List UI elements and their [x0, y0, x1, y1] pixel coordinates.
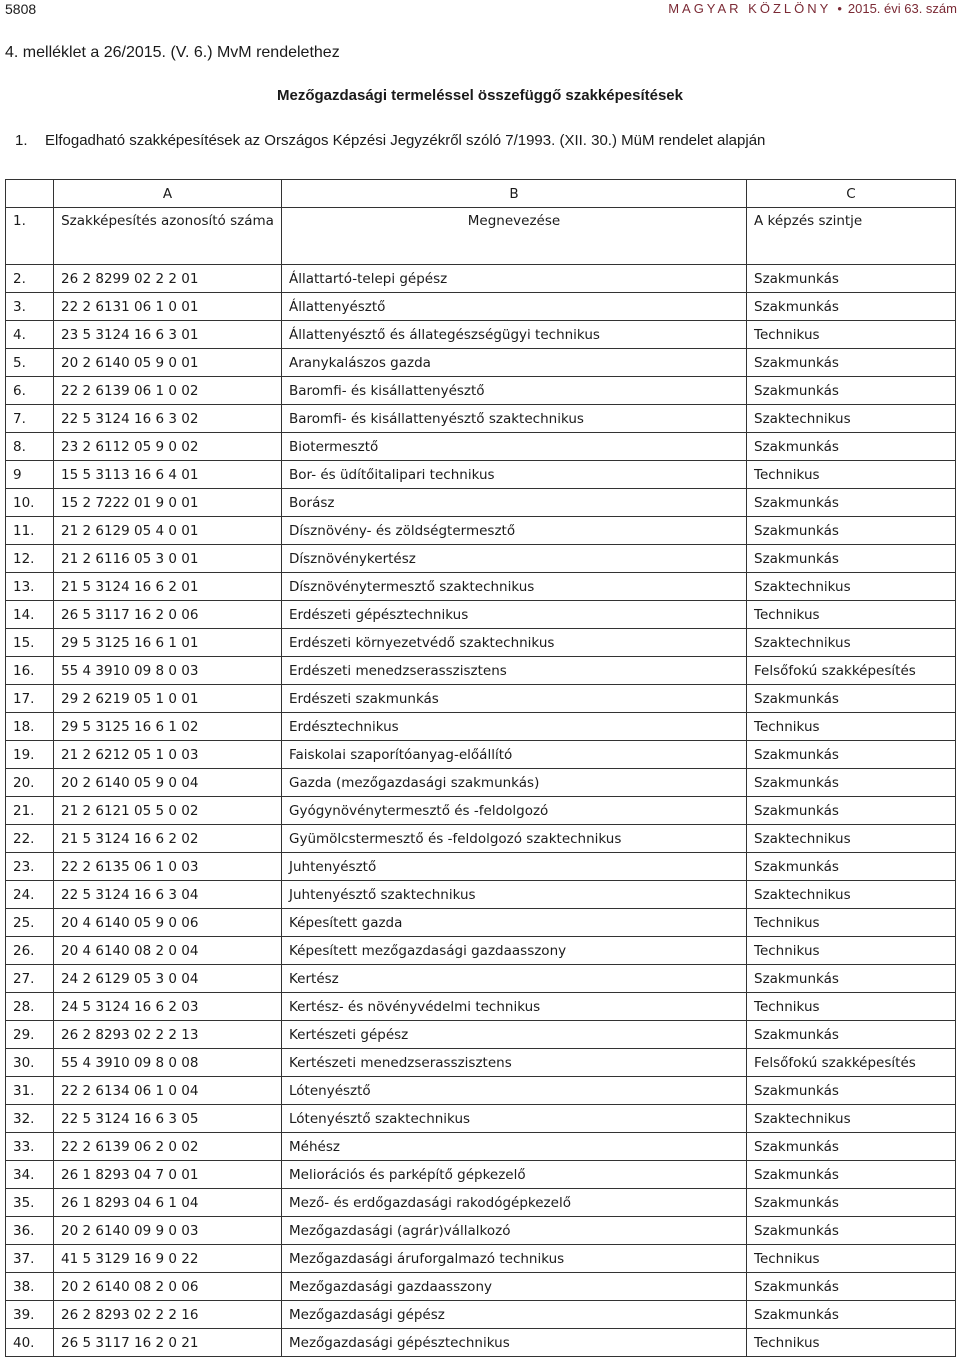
- document-title: Mezőgazdasági termeléssel összefüggő szakképesítések: [276, 87, 683, 104]
- table-row: [6, 629, 956, 657]
- table-row: [6, 909, 956, 937]
- qualification-code: 23 2 6112 05 9 0 02: [54, 433, 282, 461]
- qualification-name: Kertészeti menedzserasszisztens: [282, 1049, 747, 1077]
- qualification-name: Biotermesztő: [282, 433, 747, 461]
- training-level: Szakmunkás: [747, 965, 956, 993]
- table-row: [6, 1189, 956, 1217]
- qualification-code: 41 5 3129 16 9 0 22: [54, 1245, 282, 1273]
- table-row: [6, 293, 956, 321]
- table-row: [6, 1133, 956, 1161]
- qualification-name: Állattenyésztő és állategészségügyi technikus: [282, 321, 747, 349]
- qualification-code: 55 4 3910 09 8 0 08: [54, 1049, 282, 1077]
- row-number: 13.: [6, 573, 54, 601]
- page-number: 5808: [5, 1, 37, 17]
- qualification-code: 21 2 6121 05 5 0 02: [54, 797, 282, 825]
- qualification-name: Képesített gazda: [282, 909, 747, 937]
- qualification-code: 21 5 3124 16 6 2 02: [54, 825, 282, 853]
- qualification-name: Állattartó-telepi gépész: [282, 265, 747, 293]
- header-code: Szakképesítés azonosító száma: [54, 208, 282, 265]
- qualification-code: 21 2 6212 05 1 0 03: [54, 741, 282, 769]
- qualification-name: Mezőgazdasági gazdaasszony: [282, 1273, 747, 1301]
- table-row: [6, 937, 956, 965]
- qualification-code: 22 5 3124 16 6 3 05: [54, 1105, 282, 1133]
- qualification-name: Kertész: [282, 965, 747, 993]
- qualification-code: 29 2 6219 05 1 0 01: [54, 685, 282, 713]
- qualification-code: 26 1 8293 04 6 1 04: [54, 1189, 282, 1217]
- row-number: 34.: [6, 1161, 54, 1189]
- qualification-name: Erdésztechnikus: [282, 713, 747, 741]
- qualification-name: Lótenyésztő: [282, 1077, 747, 1105]
- qualification-name: Kertész- és növényvédelmi technikus: [282, 993, 747, 1021]
- training-level: Szakmunkás: [747, 489, 956, 517]
- qualification-name: Aranykalászos gazda: [282, 349, 747, 377]
- row-number: 8.: [6, 433, 54, 461]
- table-row: [6, 573, 956, 601]
- qualification-code: 22 2 6139 06 1 0 02: [54, 377, 282, 405]
- qualification-code: 20 4 6140 05 9 0 06: [54, 909, 282, 937]
- table-row: [6, 965, 956, 993]
- row-number: 14.: [6, 601, 54, 629]
- header-name: Megnevezése: [282, 208, 747, 265]
- qualification-code: 22 5 3124 16 6 3 02: [54, 405, 282, 433]
- qualification-code: 22 2 6131 06 1 0 01: [54, 293, 282, 321]
- training-level: Szakmunkás: [747, 1161, 956, 1189]
- training-level: Szakmunkás: [747, 685, 956, 713]
- table-row: [6, 405, 956, 433]
- table-row: [6, 769, 956, 797]
- qualification-code: 20 2 6140 09 9 0 03: [54, 1217, 282, 1245]
- table-row: [6, 433, 956, 461]
- section-title: [15, 132, 765, 149]
- qualification-code: 20 4 6140 08 2 0 04: [54, 937, 282, 965]
- qualification-name: Juhtenyésztő: [282, 853, 747, 881]
- training-level: Szakmunkás: [747, 769, 956, 797]
- row-number: 24.: [6, 881, 54, 909]
- qualification-name: Mezőgazdasági (agrár)vállalkozó: [282, 1217, 747, 1245]
- qualification-name: Állattenyésztő: [282, 293, 747, 321]
- row-number: 5.: [6, 349, 54, 377]
- column-letter-b: B: [282, 180, 747, 208]
- row-number: 20.: [6, 769, 54, 797]
- qualification-name: Erdészeti környezetvédő szaktechnikus: [282, 629, 747, 657]
- qualification-code: 26 5 3117 16 2 0 21: [54, 1329, 282, 1357]
- training-level: Technikus: [747, 1245, 956, 1273]
- qualification-code: 21 2 6116 05 3 0 01: [54, 545, 282, 573]
- qualification-code: 29 5 3125 16 6 1 01: [54, 629, 282, 657]
- row-number: 12.: [6, 545, 54, 573]
- qualification-name: Gyümölcstermesztő és -feldolgozó szaktechnikus: [282, 825, 747, 853]
- row-number: 17.: [6, 685, 54, 713]
- training-level: Technikus: [747, 713, 956, 741]
- training-level: Szakmunkás: [747, 1301, 956, 1329]
- qualification-code: 26 5 3117 16 2 0 06: [54, 601, 282, 629]
- row-number: 15.: [6, 629, 54, 657]
- qualification-name: Baromfi- és kisállattenyésztő: [282, 377, 747, 405]
- section-number: 1.: [15, 132, 28, 149]
- training-level: Szakmunkás: [747, 853, 956, 881]
- column-letter-row: [6, 180, 956, 208]
- row-number: 9: [6, 461, 54, 489]
- table-row: [6, 377, 956, 405]
- training-level: Technikus: [747, 909, 956, 937]
- table-row: [6, 685, 956, 713]
- qualification-code: 20 2 6140 08 2 0 06: [54, 1273, 282, 1301]
- qualifications-table-body: [6, 180, 956, 1357]
- row-number: 36.: [6, 1217, 54, 1245]
- table-row: [6, 1105, 956, 1133]
- row-number: 29.: [6, 1021, 54, 1049]
- row-number: 10.: [6, 489, 54, 517]
- row-number: 26.: [6, 937, 54, 965]
- column-letter-c: C: [747, 180, 956, 208]
- journal-title: [668, 1, 957, 16]
- table-row: [6, 1021, 956, 1049]
- training-level: Technikus: [747, 1329, 956, 1357]
- qualification-name: Borász: [282, 489, 747, 517]
- qualification-code: 15 5 3113 16 6 4 01: [54, 461, 282, 489]
- qualification-name: Bor- és üdítőitalipari technikus: [282, 461, 747, 489]
- qualification-name: Mezőgazdasági áruforgalmazó technikus: [282, 1245, 747, 1273]
- training-level: Szakmunkás: [747, 1021, 956, 1049]
- qualification-name: Kertészeti gépész: [282, 1021, 747, 1049]
- qualification-name: Juhtenyésztő szaktechnikus: [282, 881, 747, 909]
- column-header-row: [6, 208, 956, 265]
- table-row: [6, 517, 956, 545]
- qualification-name: Mezőgazdasági gépésztechnikus: [282, 1329, 747, 1357]
- column-letter-blank: [6, 180, 54, 208]
- qualification-code: 15 2 7222 01 9 0 01: [54, 489, 282, 517]
- training-level: Szakmunkás: [747, 1273, 956, 1301]
- qualification-code: 55 4 3910 09 8 0 03: [54, 657, 282, 685]
- table-row: [6, 657, 956, 685]
- qualification-code: 26 1 8293 04 7 0 01: [54, 1161, 282, 1189]
- qualification-name: Faiskolai szaporítóanyag-előállító: [282, 741, 747, 769]
- row-number: 11.: [6, 517, 54, 545]
- table-row: [6, 321, 956, 349]
- qualification-code: 26 2 8293 02 2 2 16: [54, 1301, 282, 1329]
- qualification-name: Erdészeti gépésztechnikus: [282, 601, 747, 629]
- qualification-code: 23 5 3124 16 6 3 01: [54, 321, 282, 349]
- table-row: [6, 545, 956, 573]
- qualification-name: Meliorációs és parképítő gépkezelő: [282, 1161, 747, 1189]
- training-level: Szaktechnikus: [747, 825, 956, 853]
- qualification-name: Mező- és erdőgazdasági rakodógépkezelő: [282, 1189, 747, 1217]
- training-level: Technikus: [747, 321, 956, 349]
- training-level: Technikus: [747, 937, 956, 965]
- row-number: 22.: [6, 825, 54, 853]
- training-level: Felsőfokú szakképesítés: [747, 657, 956, 685]
- table-row: [6, 1049, 956, 1077]
- qualification-code: 21 5 3124 16 6 2 01: [54, 573, 282, 601]
- training-level: Szaktechnikus: [747, 881, 956, 909]
- row-number: 6.: [6, 377, 54, 405]
- qualification-name: Erdészeti menedzserasszisztens: [282, 657, 747, 685]
- qualification-code: 20 2 6140 05 9 0 04: [54, 769, 282, 797]
- qualifications-table: [5, 179, 956, 1357]
- training-level: Szakmunkás: [747, 1189, 956, 1217]
- qualification-name: Dísznövény- és zöldségtermesztő: [282, 517, 747, 545]
- table-row: [6, 797, 956, 825]
- training-level: Szakmunkás: [747, 1077, 956, 1105]
- training-level: Szakmunkás: [747, 1133, 956, 1161]
- annex-title: 4. melléklet a 26/2015. (V. 6.) MvM rendelethez: [5, 44, 340, 61]
- row-number: 30.: [6, 1049, 54, 1077]
- training-level: Szakmunkás: [747, 545, 956, 573]
- qualification-name: Gyógynövénytermesztő és -feldolgozó: [282, 797, 747, 825]
- table-row: [6, 265, 956, 293]
- table-row: [6, 489, 956, 517]
- row-number: 19.: [6, 741, 54, 769]
- row-number: 27.: [6, 965, 54, 993]
- training-level: Szakmunkás: [747, 293, 956, 321]
- training-level: Szakmunkás: [747, 377, 956, 405]
- qualification-name: Erdészeti szakmunkás: [282, 685, 747, 713]
- row-number: 39.: [6, 1301, 54, 1329]
- table-row: [6, 713, 956, 741]
- row-number: 28.: [6, 993, 54, 1021]
- table-row: [6, 461, 956, 489]
- training-level: Szakmunkás: [747, 741, 956, 769]
- qualification-code: 22 2 6139 06 2 0 02: [54, 1133, 282, 1161]
- table-row: [6, 1161, 956, 1189]
- qualification-name: Képesített mezőgazdasági gazdaasszony: [282, 937, 747, 965]
- training-level: Szakmunkás: [747, 1217, 956, 1245]
- table-row: [6, 741, 956, 769]
- training-level: Szakmunkás: [747, 797, 956, 825]
- row-number: 3.: [6, 293, 54, 321]
- training-level: Szaktechnikus: [747, 405, 956, 433]
- qualification-code: 22 2 6135 06 1 0 03: [54, 853, 282, 881]
- row-number: 33.: [6, 1133, 54, 1161]
- table-row: [6, 853, 956, 881]
- training-level: Technikus: [747, 461, 956, 489]
- table-row: [6, 1273, 956, 1301]
- qualification-code: 29 5 3125 16 6 1 02: [54, 713, 282, 741]
- training-level: Szaktechnikus: [747, 1105, 956, 1133]
- table-row: [6, 1245, 956, 1273]
- qualification-code: 22 2 6134 06 1 0 04: [54, 1077, 282, 1105]
- training-level: Szakmunkás: [747, 517, 956, 545]
- row-number: 4.: [6, 321, 54, 349]
- table-row: [6, 1077, 956, 1105]
- column-letter-a: A: [54, 180, 282, 208]
- row-number: 18.: [6, 713, 54, 741]
- row-number: 2.: [6, 265, 54, 293]
- row-number: 31.: [6, 1077, 54, 1105]
- qualification-code: 22 5 3124 16 6 3 04: [54, 881, 282, 909]
- training-level: Szakmunkás: [747, 349, 956, 377]
- header-row-number: 1.: [6, 208, 54, 265]
- qualification-code: 26 2 8299 02 2 2 01: [54, 265, 282, 293]
- row-number: 37.: [6, 1245, 54, 1273]
- row-number: 7.: [6, 405, 54, 433]
- table-row: [6, 993, 956, 1021]
- training-level: Szakmunkás: [747, 433, 956, 461]
- row-number: 38.: [6, 1273, 54, 1301]
- table-row: [6, 1329, 956, 1357]
- journal-issue: 2015. évi 63. szám: [847, 1, 957, 16]
- table-row: [6, 349, 956, 377]
- qualification-name: Méhész: [282, 1133, 747, 1161]
- qualification-name: Gazda (mezőgazdasági szakmunkás): [282, 769, 747, 797]
- section-title-text: Elfogadható szakképesítések az Országos Képzési Jegyzékről szóló 7/1993. (XII. 30.) MüM rendelet alapján: [45, 132, 766, 149]
- qualification-name: Lótenyésztő szaktechnikus: [282, 1105, 747, 1133]
- row-number: 23.: [6, 853, 54, 881]
- training-level: Szaktechnikus: [747, 629, 956, 657]
- row-number: 32.: [6, 1105, 54, 1133]
- journal-name: MAGYAR KÖZLÖNY: [668, 1, 832, 16]
- qualification-name: Mezőgazdasági gépész: [282, 1301, 747, 1329]
- table-row: [6, 825, 956, 853]
- training-level: Szaktechnikus: [747, 573, 956, 601]
- table-row: [6, 601, 956, 629]
- training-level: Technikus: [747, 993, 956, 1021]
- table-row: [6, 881, 956, 909]
- training-level: Felsőfokú szakképesítés: [747, 1049, 956, 1077]
- qualification-name: Baromfi- és kisállattenyésztő szaktechnikus: [282, 405, 747, 433]
- header-level: A képzés szintje: [747, 208, 956, 265]
- qualification-code: 24 2 6129 05 3 0 04: [54, 965, 282, 993]
- training-level: Technikus: [747, 601, 956, 629]
- row-number: 40.: [6, 1329, 54, 1357]
- training-level: Szakmunkás: [747, 265, 956, 293]
- table-row: [6, 1301, 956, 1329]
- row-number: 35.: [6, 1189, 54, 1217]
- qualification-name: Dísznövénykertész: [282, 545, 747, 573]
- qualification-code: 20 2 6140 05 9 0 01: [54, 349, 282, 377]
- qualification-name: Dísznövénytermesztő szaktechnikus: [282, 573, 747, 601]
- table-row: [6, 1217, 956, 1245]
- row-number: 25.: [6, 909, 54, 937]
- row-number: 21.: [6, 797, 54, 825]
- journal-separator: •: [837, 1, 842, 16]
- page-header: [0, 0, 960, 20]
- qualification-code: 26 2 8293 02 2 2 13: [54, 1021, 282, 1049]
- qualification-code: 21 2 6129 05 4 0 01: [54, 517, 282, 545]
- qualification-code: 24 5 3124 16 6 2 03: [54, 993, 282, 1021]
- row-number: 16.: [6, 657, 54, 685]
